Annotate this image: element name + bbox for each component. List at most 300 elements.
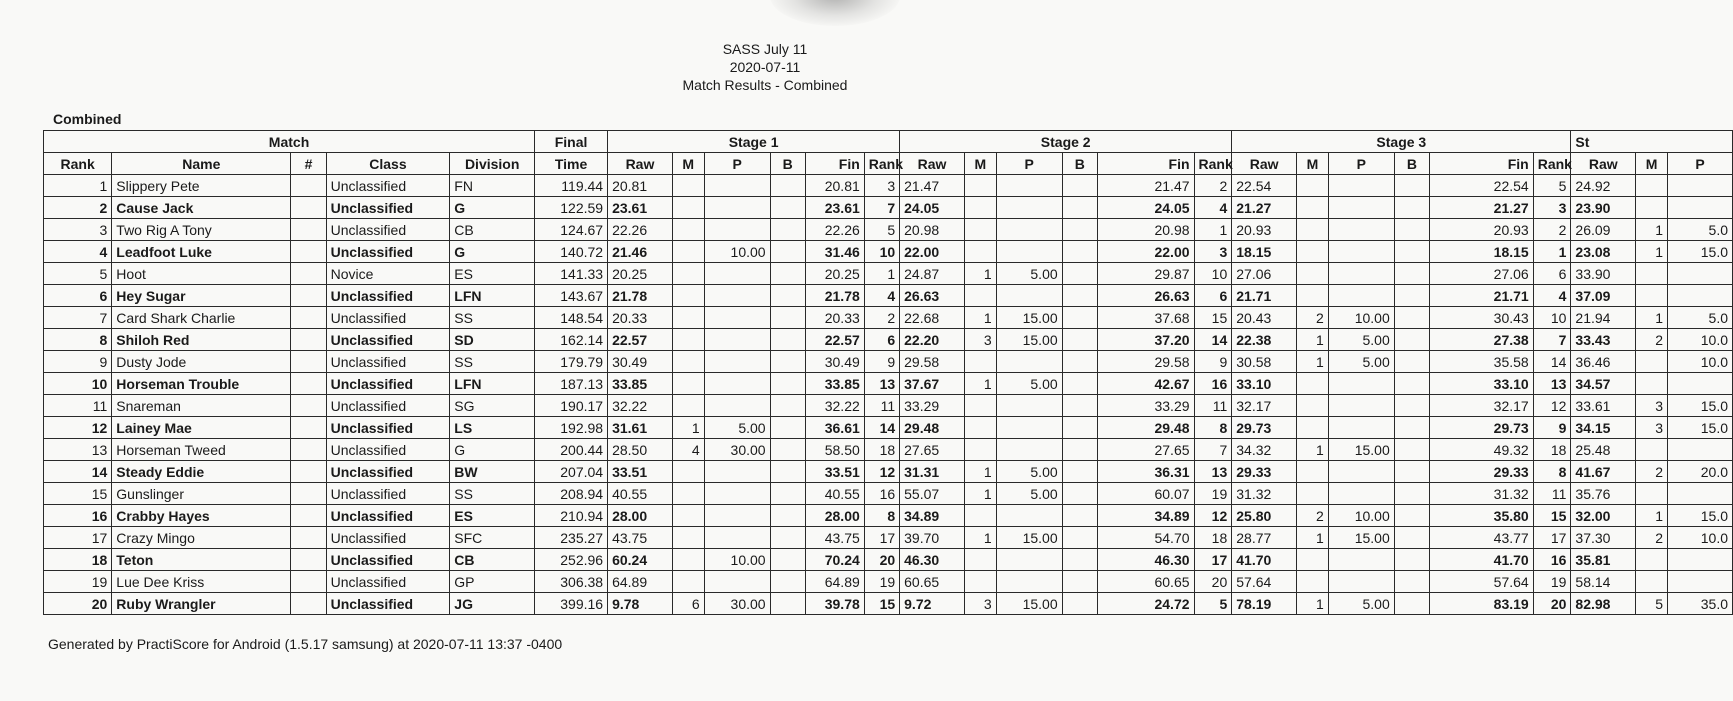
division-cell: LFN xyxy=(450,373,535,395)
column-header: P xyxy=(1328,153,1394,175)
misses-cell: 1 xyxy=(1636,219,1668,241)
division-cell: GP xyxy=(450,571,535,593)
penalty-cell: 15.00 xyxy=(1328,527,1394,549)
class-cell: Unclassified xyxy=(326,373,450,395)
raw-cell: 34.89 xyxy=(900,505,965,527)
stage-rank-cell: 5 xyxy=(1533,175,1571,197)
misses-cell: 1 xyxy=(672,417,704,439)
misses-cell xyxy=(672,549,704,571)
class-cell: Unclassified xyxy=(326,527,450,549)
stage-rank-cell: 3 xyxy=(864,175,899,197)
penalty-cell: 20.0 xyxy=(1667,461,1732,483)
group-header-stage-1: Stage 1 xyxy=(608,131,900,153)
time-cell: 208.94 xyxy=(535,483,608,505)
rank-cell: 19 xyxy=(44,571,112,593)
number-cell xyxy=(291,395,326,417)
final-cell: 60.07 xyxy=(1097,483,1194,505)
number-cell xyxy=(291,351,326,373)
penalty-cell xyxy=(1328,571,1394,593)
stage-rank-cell: 15 xyxy=(864,593,899,615)
column-header: B xyxy=(770,153,805,175)
class-cell: Unclassified xyxy=(326,197,450,219)
stage-rank-cell: 15 xyxy=(1194,307,1232,329)
name-cell: Shiloh Red xyxy=(112,329,291,351)
raw-cell: 34.32 xyxy=(1232,439,1297,461)
raw-cell: 27.65 xyxy=(900,439,965,461)
class-cell: Unclassified xyxy=(326,307,450,329)
raw-cell: 33.29 xyxy=(900,395,965,417)
raw-cell: 21.46 xyxy=(608,241,673,263)
penalty-cell: 15.0 xyxy=(1667,395,1732,417)
match-date: 2020-07-11 xyxy=(729,59,801,75)
raw-cell: 25.48 xyxy=(1571,439,1636,461)
division-cell: G xyxy=(450,197,535,219)
penalty-cell xyxy=(704,219,770,241)
bonus-cell xyxy=(1394,439,1429,461)
bonus-cell xyxy=(770,241,805,263)
column-header: Time xyxy=(535,153,608,175)
bonus-cell xyxy=(770,373,805,395)
final-cell: 36.31 xyxy=(1097,461,1194,483)
division-cell: SS xyxy=(450,307,535,329)
stage-rank-cell: 4 xyxy=(1194,197,1232,219)
final-cell: 36.61 xyxy=(805,417,864,439)
raw-cell: 33.43 xyxy=(1571,329,1636,351)
column-header: Class xyxy=(326,153,450,175)
division-cell: LS xyxy=(450,417,535,439)
misses-cell: 1 xyxy=(1297,527,1329,549)
final-cell: 28.00 xyxy=(805,505,864,527)
misses-cell: 3 xyxy=(964,329,996,351)
name-cell: Slippery Pete xyxy=(112,175,291,197)
number-cell xyxy=(291,219,326,241)
penalty-cell xyxy=(1667,439,1732,461)
number-cell xyxy=(291,197,326,219)
misses-cell xyxy=(672,175,704,197)
column-header: Rank xyxy=(864,153,899,175)
time-cell: 252.96 xyxy=(535,549,608,571)
raw-cell: 36.46 xyxy=(1571,351,1636,373)
time-cell: 207.04 xyxy=(535,461,608,483)
penalty-cell xyxy=(1328,263,1394,285)
bonus-cell xyxy=(1062,439,1097,461)
final-cell: 35.58 xyxy=(1430,351,1534,373)
class-cell: Novice xyxy=(326,263,450,285)
column-header: M xyxy=(1636,153,1668,175)
penalty-cell: 15.00 xyxy=(1328,439,1394,461)
misses-cell: 2 xyxy=(1636,527,1668,549)
raw-cell: 40.55 xyxy=(608,483,673,505)
misses-cell: 3 xyxy=(1636,395,1668,417)
final-cell: 31.46 xyxy=(805,241,864,263)
raw-cell: 37.30 xyxy=(1571,527,1636,549)
division-cell: ES xyxy=(450,505,535,527)
bonus-cell xyxy=(770,307,805,329)
misses-cell xyxy=(1297,483,1329,505)
misses-cell xyxy=(672,373,704,395)
final-cell: 27.06 xyxy=(1430,263,1534,285)
penalty-cell xyxy=(1667,175,1732,197)
division-cell: SG xyxy=(450,395,535,417)
stage-rank-cell: 7 xyxy=(864,197,899,219)
penalty-cell xyxy=(704,329,770,351)
final-cell: 42.67 xyxy=(1097,373,1194,395)
penalty-cell: 5.0 xyxy=(1667,307,1732,329)
time-cell: 119.44 xyxy=(535,175,608,197)
misses-cell: 4 xyxy=(672,439,704,461)
raw-cell: 27.06 xyxy=(1232,263,1297,285)
penalty-cell: 5.00 xyxy=(1328,329,1394,351)
stage-rank-cell: 12 xyxy=(864,461,899,483)
stage-rank-cell: 14 xyxy=(1194,329,1232,351)
name-cell: Hey Sugar xyxy=(112,285,291,307)
bonus-cell xyxy=(1062,571,1097,593)
column-header: M xyxy=(1297,153,1329,175)
raw-cell: 37.09 xyxy=(1571,285,1636,307)
raw-cell: 41.70 xyxy=(1232,549,1297,571)
final-cell: 57.64 xyxy=(1430,571,1534,593)
bonus-cell xyxy=(1394,351,1429,373)
raw-cell: 35.76 xyxy=(1571,483,1636,505)
time-cell: 179.79 xyxy=(535,351,608,373)
penalty-cell xyxy=(704,395,770,417)
final-cell: 33.29 xyxy=(1097,395,1194,417)
raw-cell: 58.14 xyxy=(1571,571,1636,593)
bonus-cell xyxy=(770,285,805,307)
stage-rank-cell: 10 xyxy=(864,241,899,263)
time-cell: 235.27 xyxy=(535,527,608,549)
raw-cell: 22.20 xyxy=(900,329,965,351)
bonus-cell xyxy=(1394,461,1429,483)
penalty-cell: 5.0 xyxy=(1667,219,1732,241)
misses-cell: 1 xyxy=(964,373,996,395)
penalty-cell xyxy=(1328,197,1394,219)
stage-rank-cell: 14 xyxy=(864,417,899,439)
penalty-cell xyxy=(996,571,1062,593)
bonus-cell xyxy=(770,351,805,373)
bonus-cell xyxy=(1394,197,1429,219)
column-header: P xyxy=(704,153,770,175)
penalty-cell: 5.00 xyxy=(996,461,1062,483)
class-cell: Unclassified xyxy=(326,439,450,461)
class-cell: Unclassified xyxy=(326,175,450,197)
time-cell: 124.67 xyxy=(535,219,608,241)
misses-cell xyxy=(672,197,704,219)
penalty-cell xyxy=(1328,373,1394,395)
stage-rank-cell: 14 xyxy=(1533,351,1571,373)
class-cell: Unclassified xyxy=(326,241,450,263)
number-cell xyxy=(291,241,326,263)
misses-cell xyxy=(1297,549,1329,571)
raw-cell: 26.09 xyxy=(1571,219,1636,241)
stage-rank-cell: 17 xyxy=(1194,549,1232,571)
final-cell: 37.68 xyxy=(1097,307,1194,329)
penalty-cell xyxy=(704,527,770,549)
stage-rank-cell: 2 xyxy=(864,307,899,329)
table-row xyxy=(44,439,1733,461)
stage-rank-cell: 6 xyxy=(864,329,899,351)
rank-cell: 20 xyxy=(44,593,112,615)
stage-rank-cell: 4 xyxy=(1533,285,1571,307)
final-cell: 49.32 xyxy=(1430,439,1534,461)
final-cell: 54.70 xyxy=(1097,527,1194,549)
penalty-cell: 10.00 xyxy=(704,241,770,263)
rank-cell: 4 xyxy=(44,241,112,263)
section-label: Combined xyxy=(53,111,122,127)
penalty-cell: 10.0 xyxy=(1667,351,1732,373)
table-row xyxy=(44,241,1733,263)
bonus-cell xyxy=(1394,263,1429,285)
bonus-cell xyxy=(1062,483,1097,505)
misses-cell xyxy=(964,219,996,241)
final-cell: 33.10 xyxy=(1430,373,1534,395)
final-cell: 23.61 xyxy=(805,197,864,219)
group-header-stage-4: St xyxy=(1571,131,1733,153)
number-cell xyxy=(291,263,326,285)
stage-rank-cell: 9 xyxy=(1194,351,1232,373)
misses-cell xyxy=(672,219,704,241)
final-cell: 27.65 xyxy=(1097,439,1194,461)
misses-cell xyxy=(964,395,996,417)
misses-cell xyxy=(1636,197,1668,219)
stage-rank-cell: 18 xyxy=(1533,439,1571,461)
penalty-cell xyxy=(1328,395,1394,417)
class-cell: Unclassified xyxy=(326,395,450,417)
penalty-cell xyxy=(704,373,770,395)
name-cell: Two Rig A Tony xyxy=(112,219,291,241)
misses-cell xyxy=(1636,439,1668,461)
misses-cell xyxy=(1297,219,1329,241)
penalty-cell xyxy=(704,307,770,329)
bonus-cell xyxy=(1062,417,1097,439)
time-cell: 210.94 xyxy=(535,505,608,527)
stage-rank-cell: 7 xyxy=(1533,329,1571,351)
number-cell xyxy=(291,483,326,505)
penalty-cell: 5.00 xyxy=(996,263,1062,285)
penalty-cell: 10.00 xyxy=(1328,307,1394,329)
table-row xyxy=(44,527,1733,549)
number-cell xyxy=(291,329,326,351)
penalty-cell: 10.0 xyxy=(1667,329,1732,351)
rank-cell: 9 xyxy=(44,351,112,373)
name-cell: Leadfoot Luke xyxy=(112,241,291,263)
final-cell: 22.54 xyxy=(1430,175,1534,197)
bonus-cell xyxy=(770,461,805,483)
bonus-cell xyxy=(770,439,805,461)
results-body xyxy=(44,175,1733,615)
final-cell: 58.50 xyxy=(805,439,864,461)
misses-cell: 2 xyxy=(1297,307,1329,329)
penalty-cell xyxy=(1328,219,1394,241)
raw-cell: 21.27 xyxy=(1232,197,1297,219)
raw-cell: 31.31 xyxy=(900,461,965,483)
stage-rank-cell: 3 xyxy=(1194,241,1232,263)
penalty-cell: 10.00 xyxy=(704,549,770,571)
rank-cell: 18 xyxy=(44,549,112,571)
final-cell: 29.48 xyxy=(1097,417,1194,439)
group-header-row xyxy=(44,131,1733,153)
rank-cell: 7 xyxy=(44,307,112,329)
final-cell: 20.25 xyxy=(805,263,864,285)
number-cell xyxy=(291,505,326,527)
class-cell: Unclassified xyxy=(326,549,450,571)
bonus-cell xyxy=(1394,241,1429,263)
misses-cell xyxy=(672,571,704,593)
bonus-cell xyxy=(1062,307,1097,329)
column-header: # xyxy=(291,153,326,175)
bonus-cell xyxy=(1062,263,1097,285)
final-cell: 29.33 xyxy=(1430,461,1534,483)
stage-rank-cell: 9 xyxy=(1533,417,1571,439)
raw-cell: 21.71 xyxy=(1232,285,1297,307)
raw-cell: 34.57 xyxy=(1571,373,1636,395)
misses-cell: 1 xyxy=(1297,329,1329,351)
final-cell: 29.73 xyxy=(1430,417,1534,439)
penalty-cell xyxy=(1667,483,1732,505)
final-cell: 31.32 xyxy=(1430,483,1534,505)
raw-cell: 41.67 xyxy=(1571,461,1636,483)
penalty-cell xyxy=(1667,285,1732,307)
class-cell: Unclassified xyxy=(326,571,450,593)
penalty-cell: 5.00 xyxy=(1328,593,1394,615)
bonus-cell xyxy=(1394,483,1429,505)
raw-cell: 22.54 xyxy=(1232,175,1297,197)
penalty-cell: 30.00 xyxy=(704,439,770,461)
raw-cell: 26.63 xyxy=(900,285,965,307)
penalty-cell: 35.0 xyxy=(1667,593,1732,615)
column-header: Raw xyxy=(1571,153,1636,175)
penalty-cell xyxy=(704,351,770,373)
division-cell: CB xyxy=(450,219,535,241)
bonus-cell xyxy=(1394,527,1429,549)
misses-cell xyxy=(672,483,704,505)
stage-rank-cell: 16 xyxy=(1533,549,1571,571)
bonus-cell xyxy=(770,395,805,417)
raw-cell: 23.08 xyxy=(1571,241,1636,263)
final-cell: 29.87 xyxy=(1097,263,1194,285)
name-cell: Hoot xyxy=(112,263,291,285)
penalty-cell xyxy=(704,263,770,285)
misses-cell: 3 xyxy=(964,593,996,615)
bonus-cell xyxy=(770,175,805,197)
raw-cell: 34.15 xyxy=(1571,417,1636,439)
rank-cell: 3 xyxy=(44,219,112,241)
scan-smudge xyxy=(770,0,900,26)
penalty-cell xyxy=(704,505,770,527)
name-cell: Horseman Trouble xyxy=(112,373,291,395)
raw-cell: 30.58 xyxy=(1232,351,1297,373)
final-cell: 70.24 xyxy=(805,549,864,571)
stage-rank-cell: 5 xyxy=(1194,593,1232,615)
misses-cell xyxy=(964,175,996,197)
division-cell: LFN xyxy=(450,285,535,307)
misses-cell xyxy=(964,505,996,527)
division-cell: SFC xyxy=(450,527,535,549)
misses-cell xyxy=(1297,373,1329,395)
column-header: Rank xyxy=(1533,153,1571,175)
penalty-cell xyxy=(1667,263,1732,285)
raw-cell: 29.58 xyxy=(900,351,965,373)
class-cell: Unclassified xyxy=(326,329,450,351)
raw-cell: 22.38 xyxy=(1232,329,1297,351)
division-cell: G xyxy=(450,241,535,263)
rank-cell: 10 xyxy=(44,373,112,395)
misses-cell xyxy=(1636,351,1668,373)
misses-cell xyxy=(964,351,996,373)
results-subtitle: Match Results - Combined xyxy=(682,77,848,93)
penalty-cell xyxy=(1667,373,1732,395)
final-cell: 27.38 xyxy=(1430,329,1534,351)
final-cell: 60.65 xyxy=(1097,571,1194,593)
final-cell: 21.71 xyxy=(1430,285,1534,307)
stage-rank-cell: 8 xyxy=(1533,461,1571,483)
time-cell: 122.59 xyxy=(535,197,608,219)
misses-cell: 1 xyxy=(1636,505,1668,527)
stage-rank-cell: 20 xyxy=(1533,593,1571,615)
column-header: B xyxy=(1062,153,1097,175)
rank-cell: 5 xyxy=(44,263,112,285)
time-cell: 399.16 xyxy=(535,593,608,615)
table-row xyxy=(44,197,1733,219)
name-cell: Crabby Hayes xyxy=(112,505,291,527)
number-cell xyxy=(291,373,326,395)
class-cell: Unclassified xyxy=(326,351,450,373)
penalty-cell: 10.00 xyxy=(1328,505,1394,527)
name-cell: Lainey Mae xyxy=(112,417,291,439)
bonus-cell xyxy=(1062,395,1097,417)
division-cell: SS xyxy=(450,351,535,373)
table-row xyxy=(44,219,1733,241)
raw-cell: 29.33 xyxy=(1232,461,1297,483)
column-header: M xyxy=(672,153,704,175)
penalty-cell: 15.00 xyxy=(996,329,1062,351)
misses-cell: 2 xyxy=(1636,329,1668,351)
name-cell: Cause Jack xyxy=(112,197,291,219)
results-table xyxy=(43,130,1733,615)
column-header-row xyxy=(44,153,1733,175)
table-row xyxy=(44,417,1733,439)
bonus-cell xyxy=(1062,351,1097,373)
final-cell: 20.98 xyxy=(1097,219,1194,241)
misses-cell xyxy=(1636,175,1668,197)
stage-rank-cell: 19 xyxy=(864,571,899,593)
bonus-cell xyxy=(1394,307,1429,329)
misses-cell xyxy=(964,197,996,219)
stage-rank-cell: 1 xyxy=(1533,241,1571,263)
misses-cell xyxy=(672,505,704,527)
penalty-cell xyxy=(704,285,770,307)
misses-cell xyxy=(1297,395,1329,417)
bonus-cell xyxy=(770,571,805,593)
division-cell: G xyxy=(450,439,535,461)
number-cell xyxy=(291,307,326,329)
misses-cell xyxy=(1297,197,1329,219)
final-cell: 34.89 xyxy=(1097,505,1194,527)
stage-rank-cell: 1 xyxy=(864,263,899,285)
penalty-cell xyxy=(704,461,770,483)
time-cell: 192.98 xyxy=(535,417,608,439)
raw-cell: 29.73 xyxy=(1232,417,1297,439)
division-cell: BW xyxy=(450,461,535,483)
group-header-stage-2: Stage 2 xyxy=(900,131,1232,153)
penalty-cell: 15.0 xyxy=(1667,505,1732,527)
class-cell: Unclassified xyxy=(326,593,450,615)
raw-cell: 39.70 xyxy=(900,527,965,549)
stage-rank-cell: 1 xyxy=(1194,219,1232,241)
misses-cell xyxy=(964,439,996,461)
group-header-match: Match xyxy=(44,131,535,153)
misses-cell xyxy=(1297,175,1329,197)
